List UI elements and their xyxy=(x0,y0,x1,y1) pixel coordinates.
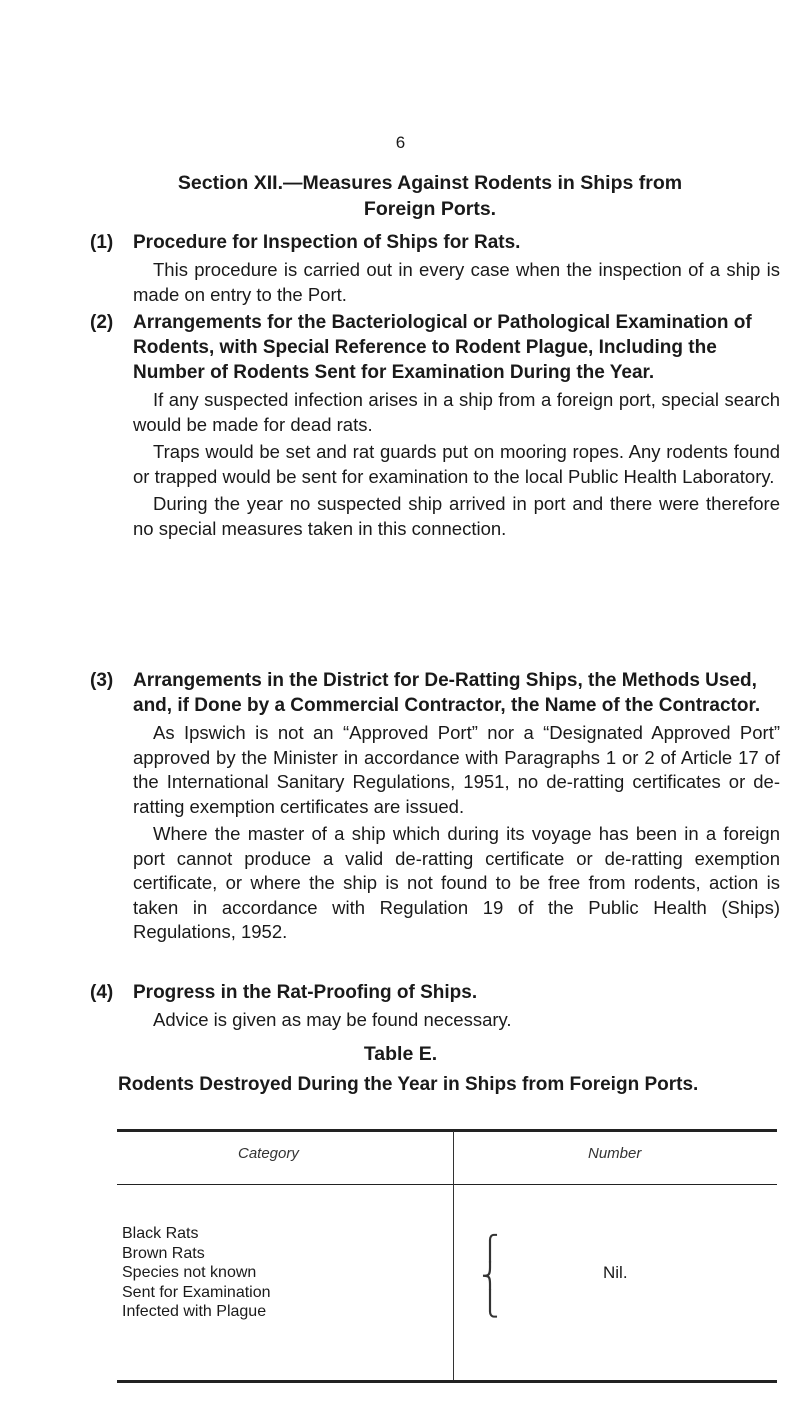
subsection-heading-text: Arrangements for the Bacteriological or Pathological Examination of Rodents, with Special Reference to Rodent Plague, Including the Number of Rodents Sent for Examination During the Year. xyxy=(133,312,752,383)
column-header-number: Number xyxy=(588,1145,642,1162)
subsection-heading xyxy=(90,310,780,385)
subsection-number: (1) xyxy=(90,232,114,253)
subsection-heading-text: Procedure for Inspection of Ships for Rats. xyxy=(133,232,521,253)
table-column-divider xyxy=(453,1131,454,1383)
column-header-category: Category xyxy=(238,1145,299,1162)
section-title-line2: Foreign Ports. xyxy=(363,198,497,220)
section-title-line1: Section XII.—Measures Against Rodents in Ships from xyxy=(177,172,683,194)
subsection-number: (3) xyxy=(90,670,114,691)
subsection-heading xyxy=(90,980,780,1005)
subsection-number: (4) xyxy=(90,982,114,1003)
table-title: Table E. xyxy=(363,1043,438,1065)
paragraph: Traps would be set and rat guards put on mooring ropes. Any rodents found or trapped would be sent for examination to the local Public Health Laboratory. xyxy=(133,441,780,487)
section-title xyxy=(110,170,750,222)
subsection-number: (2) xyxy=(90,312,114,333)
subsection-4 xyxy=(90,980,780,1033)
paragraph: This procedure is carried out in every case when the inspection of a ship is made on entry to the Port. xyxy=(133,259,780,305)
table-row-brown-rats: Brown Rats xyxy=(122,1244,205,1262)
subsection-2 xyxy=(90,310,780,541)
brace-top-icon: ⎧ xyxy=(481,1235,499,1262)
table-row-species-not-known: Species not known xyxy=(122,1264,257,1281)
paragraph: Advice is given as may be found necessary. xyxy=(153,1009,512,1030)
paragraph: Where the master of a ship which during its voyage has been in a foreign port cannot produce a valid de-ratting certificate or de-ratting exemption certificate, or where the ship is not found to be free from rodents, action is taken in accordance with Regulation 19 of the Public Health (Ships) Regulations, 1952. xyxy=(133,823,780,942)
table-row-sent-for-examination: Sent for Examination xyxy=(122,1283,271,1301)
page-number: 6 xyxy=(395,133,406,152)
category-list xyxy=(122,1224,271,1322)
table-row-infected-with-plague: Infected with Plague xyxy=(122,1303,267,1320)
subsection-3 xyxy=(90,668,780,945)
brace-middle-icon: ⎨ xyxy=(481,1263,499,1290)
subsection-heading-text: Progress in the Rat-Proofing of Ships. xyxy=(133,982,478,1003)
subsection-1 xyxy=(90,230,780,307)
table-header-rule xyxy=(117,1184,777,1185)
table-subtitle: Rodents Destroyed During the Year in Ships from Foreign Ports. xyxy=(118,1074,699,1095)
number-value: Nil. xyxy=(603,1263,628,1282)
table-row-black-rats: Black Rats xyxy=(122,1225,199,1242)
paragraph: If any suspected infection arises in a ship from a foreign port, special search would be made for dead rats. xyxy=(133,389,780,435)
paragraph: During the year no suspected ship arrived in port and there were therefore no special measures taken in this connection. xyxy=(133,493,780,539)
subsection-heading xyxy=(90,230,780,255)
subsection-heading-text: Arrangements in the District for De-Ratting Ships, the Methods Used, and, if Done by a Commercial Contractor, the Name of the Contractor. xyxy=(133,670,761,716)
brace-bottom-icon: ⎩ xyxy=(481,1291,499,1318)
subsection-heading xyxy=(90,668,780,718)
table-top-rule xyxy=(117,1129,777,1132)
paragraph: As Ipswich is not an “Approved Port” nor a “Designated Approved Port” approved by the Minister in accordance with Paragraphs 1 or 2 of Article 17 of the International Sanitary Regulations, 1951, no de-ratting certificates or de-ratting exemption certificates are issued. xyxy=(133,722,780,817)
table-bottom-rule xyxy=(117,1380,777,1383)
